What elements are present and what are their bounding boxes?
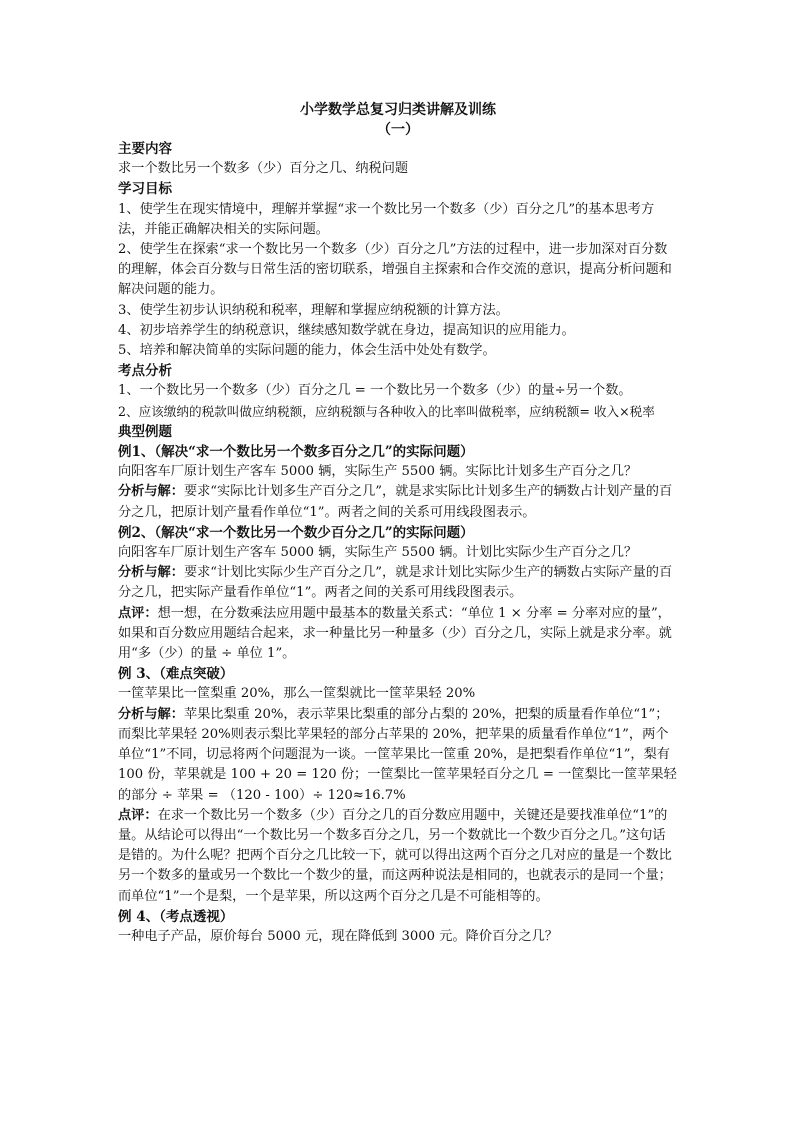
analysis-text: 苹果比梨重 20%，表示苹果比梨重的部分占梨的 20%，把梨的质量看作单位“1”；而梨比苹果轻 20%则表示梨比苹果轻的部分占苹果的 20%，把苹果的质量看作单位“1”，两个单位“1”不同，切忌将两个问题混为一谈。一筐苹果比一筐重 20%，是把梨看作单位“1”，梨有 100 份，苹果就是 100 + 20 = 120 份；一筐梨比一筐苹果轻百分之几 = 一筐梨比一筐苹果轻的部分 ÷ 苹果 = （120 - 100）÷ 120≈16.7% bbox=[118, 706, 677, 803]
objective-item: 1、使学生在现实情境中，理解并掌握“求一个数比另一个数多（少）百分之几”的基本思考方法，并能正确解决相关的实际问题。 bbox=[118, 201, 655, 237]
comment-label: 点评： bbox=[118, 807, 158, 823]
objective-item: 4、初步培养学生的纳税意识，继续感知数学就在身边，提高知识的应用能力。 bbox=[118, 322, 575, 338]
analysis-text: 要求“实际比计划多生产百分之几”，就是求实际比计划多生产的辆数占计划产量的百分之几，把原计划产量看作单位“1”。两者之间的关系可用线段图表示。 bbox=[118, 484, 673, 520]
example-1-problem: 向阳客车厂原计划生产客车 5000 辆，实际生产 5500 辆。实际比计划多生产百分之几？ bbox=[118, 464, 638, 480]
comment-text: 想一想，在分数乘法应用题中最基本的数量关系式：“单位 1 × 分率 = 分率对应的量”，如果和百分数应用题结合起来，求一种量比另一种量多（少）百分之几，实际上就是求分率。就用“多（少）的量 ÷ 单位 1”。 bbox=[118, 605, 672, 662]
example-4-problem: 一种电子产品，原价每台 5000 元，现在降低到 3000 元。降价百分之几？ bbox=[118, 928, 558, 944]
objective-item: 5、培养和解决简单的实际问题的能力，体会生活中处处有数学。 bbox=[118, 343, 496, 359]
analysis-item: 2、应该缴纳的税款叫做应纳税额，应纳税额与各种收入的比率叫做税率，应纳税额= 收入×税率 bbox=[118, 403, 655, 419]
example-3-title: 例 3、（难点突破） bbox=[118, 666, 234, 683]
comment-text: 在求一个数比另一个数多（少）百分之几的百分数应用题中，关键还是要找准单位“1”的量。从结论可以得出“一个数比另一个数多百分之几，另一个数就比一个数少百分之几。”这句话是错的。为什么呢？把两个百分之几比较一下，就可以得出这两个百分之几对应的量是一个数比另一个数多的量或另一个数比一个数少的量，而这两种说法是相同的，也就表示的是同一个量；而单位“1”一个是梨，一个是苹果，所以这两个百分之几是不可能相等的。 bbox=[118, 807, 672, 904]
document-subtitle: （一） bbox=[377, 122, 419, 138]
example-3-analysis bbox=[118, 705, 678, 806]
example-2-analysis bbox=[118, 563, 678, 603]
heading-objectives: 学习目标 bbox=[118, 181, 172, 198]
example-1-analysis bbox=[118, 482, 678, 522]
document-title: 小学数学总复习归类讲解及训练 bbox=[300, 102, 496, 118]
analysis-label: 分析与解： bbox=[118, 706, 184, 722]
heading-main-content: 主要内容 bbox=[118, 141, 172, 157]
analysis-item: 1、一个数比另一个数多（少）百分之几 = 一个数比另一个数多（少）的量÷另一个数。 bbox=[118, 383, 632, 399]
main-content-text: 求一个数比另一个数多（少）百分之几、纳税问题 bbox=[118, 161, 409, 177]
example-2-problem: 向阳客车厂原计划生产客车 5000 辆，实际生产 5500 辆。计划比实际少生产百分之几？ bbox=[118, 545, 638, 561]
analysis-label: 分析与解： bbox=[118, 565, 184, 581]
example-2-title: 例2、（解决“求一个数比另一个数少百分之几”的实际问题） bbox=[118, 524, 474, 541]
example-3-comment bbox=[118, 806, 678, 907]
example-1-title: 例1、（解决“求一个数比另一个数多百分之几”的实际问题） bbox=[118, 444, 474, 461]
objective-item: 3、使学生初步认识纳税和税率，理解和掌握应纳税额的计算方法。 bbox=[118, 302, 509, 318]
heading-examples: 典型例题 bbox=[118, 423, 172, 440]
example-3-problem: 一筐苹果比一筐梨重 20%，那么一筐梨就比一筐苹果轻 20% bbox=[118, 686, 476, 702]
analysis-label: 分析与解： bbox=[118, 484, 184, 500]
analysis-text: 要求“计划比实际少生产百分之几”，就是求计划比实际少生产的辆数占实际产量的百分之几，把实际产量看作单位“1”。两者之间的关系可用线段图表示。 bbox=[118, 565, 673, 601]
example-4-title: 例 4、（考点透视） bbox=[118, 908, 234, 925]
objective-item: 2、使学生在探索“求一个数比另一个数多（少）百分之几”方法的过程中，进一步加深对百分数的理解，体会百分数与日常生活的密切联系，增强自主探索和合作交流的意识，提高分析问题和解决问题的能力。 bbox=[118, 242, 672, 298]
heading-analysis: 考点分析 bbox=[118, 363, 172, 380]
document-body bbox=[118, 139, 678, 947]
comment-label: 点评： bbox=[118, 605, 158, 621]
example-2-comment bbox=[118, 604, 678, 665]
